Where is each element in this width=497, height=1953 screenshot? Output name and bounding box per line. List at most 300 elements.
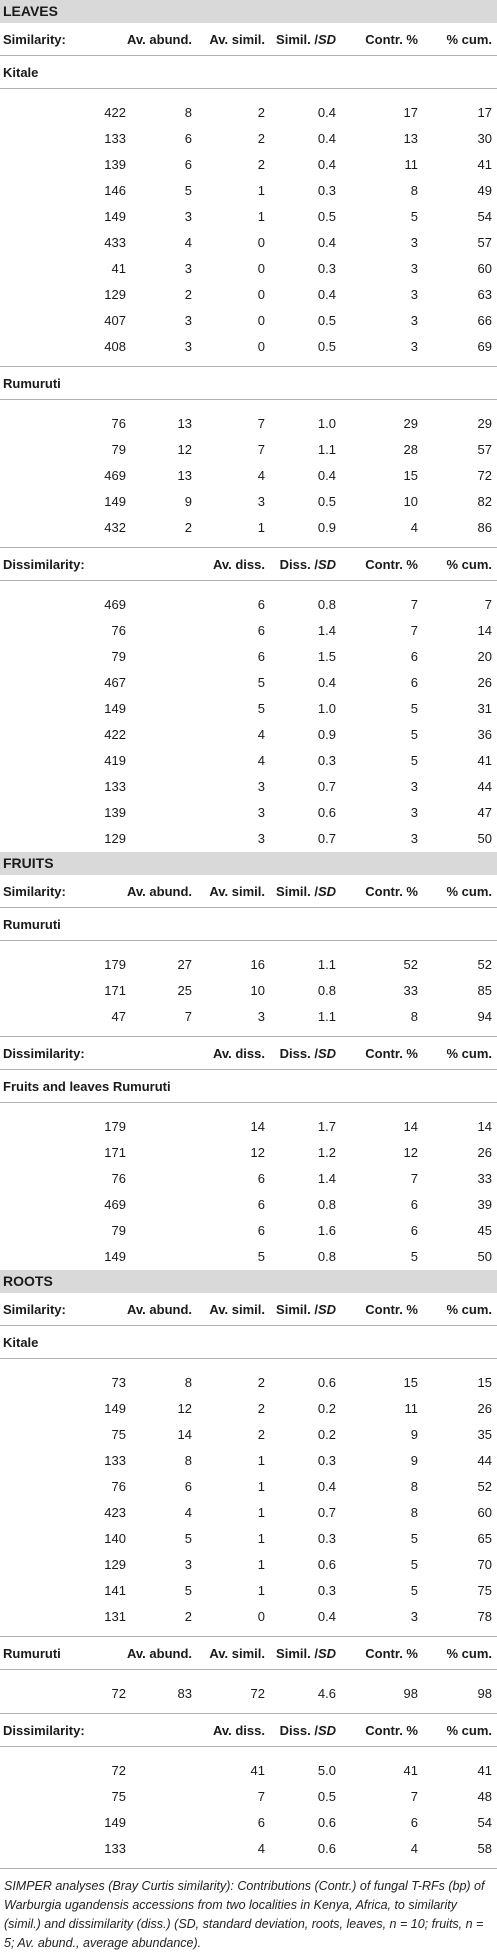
cell-cum-percent: 20 — [477, 649, 492, 664]
cell-av-value: 1 — [257, 183, 265, 198]
cell-ratio-sd: 0.5 — [317, 1789, 336, 1804]
cell-trf-bp: 467 — [104, 675, 126, 690]
cell-av-value: 2 — [257, 1375, 265, 1390]
table-row — [0, 1114, 497, 1140]
table-row — [0, 308, 497, 334]
cell-cum-percent: 52 — [477, 1479, 492, 1494]
cell-cum-percent: 15 — [477, 1375, 492, 1390]
cell-trf-bp: 141 — [104, 1583, 126, 1598]
header-cum-percent: % cum. — [446, 1646, 492, 1661]
cell-av-value: 7 — [257, 1789, 265, 1804]
cell-ratio-sd: 0.8 — [317, 983, 336, 998]
column-header-row — [0, 1714, 497, 1747]
cell-av-abund: 3 — [184, 1557, 192, 1572]
cell-trf-bp: 76 — [111, 1479, 126, 1494]
cell-av-abund: 5 — [184, 1583, 192, 1598]
cell-contr-percent: 6 — [410, 649, 418, 664]
cell-av-value: 16 — [250, 957, 265, 972]
header-cum-percent: % cum. — [446, 32, 492, 47]
cell-av-abund: 5 — [184, 1531, 192, 1546]
cell-ratio-sd: 1.6 — [317, 1223, 336, 1238]
header-contr-percent: Contr. % — [365, 1646, 418, 1661]
cell-av-value: 5 — [257, 675, 265, 690]
cell-cum-percent: 60 — [477, 261, 492, 276]
header-ratio-sd: Simil. /SD — [276, 1302, 336, 1317]
cell-cum-percent: 70 — [477, 1557, 492, 1572]
cell-trf-bp: 407 — [104, 313, 126, 328]
cell-trf-bp: 129 — [104, 1557, 126, 1572]
cell-contr-percent: 5 — [410, 727, 418, 742]
cell-contr-percent: 3 — [410, 339, 418, 354]
table-row — [0, 748, 497, 774]
table-row — [0, 1604, 497, 1630]
cell-trf-bp: 75 — [111, 1427, 126, 1442]
group-label-row — [0, 367, 497, 400]
column-header-row — [0, 875, 497, 908]
cell-trf-bp: 79 — [111, 442, 126, 457]
cell-ratio-sd: 1.0 — [317, 701, 336, 716]
cell-ratio-sd: 0.5 — [317, 313, 336, 328]
table-row — [0, 1578, 497, 1604]
table-row — [0, 178, 497, 204]
table-row — [0, 204, 497, 230]
cell-av-value: 2 — [257, 157, 265, 172]
cell-contr-percent: 15 — [403, 1375, 418, 1390]
table-row — [0, 1810, 497, 1836]
cell-cum-percent: 94 — [477, 1009, 492, 1024]
cell-contr-percent: 8 — [410, 1505, 418, 1520]
cell-contr-percent: 6 — [410, 675, 418, 690]
group-label-row — [0, 56, 497, 89]
cell-av-abund: 14 — [177, 1427, 192, 1442]
cell-contr-percent: 11 — [404, 1401, 418, 1416]
table-row — [0, 1500, 497, 1526]
cell-cum-percent: 26 — [477, 1401, 492, 1416]
cell-cum-percent: 58 — [477, 1841, 492, 1856]
table-row — [0, 978, 497, 1004]
cell-ratio-sd: 1.7 — [317, 1119, 336, 1134]
table-row — [0, 1448, 497, 1474]
header-contr-percent: Contr. % — [365, 32, 418, 47]
header-ratio-sd: Diss. /SD — [279, 1046, 336, 1061]
cell-ratio-sd: 1.1 — [317, 1009, 336, 1024]
table-row — [0, 1004, 497, 1030]
cell-cum-percent: 72 — [477, 468, 492, 483]
cell-ratio-sd: 0.6 — [317, 1841, 336, 1856]
cell-av-value: 6 — [257, 649, 265, 664]
cell-trf-bp: 171 — [104, 1145, 126, 1160]
cell-ratio-sd: 0.8 — [317, 597, 336, 612]
cell-contr-percent: 5 — [410, 209, 418, 224]
cell-av-abund: 7 — [184, 1009, 192, 1024]
cell-ratio-sd: 0.4 — [317, 157, 336, 172]
cell-cum-percent: 98 — [477, 1686, 492, 1701]
cell-contr-percent: 3 — [410, 287, 418, 302]
column-header-row — [0, 1637, 497, 1670]
cell-trf-bp: 73 — [111, 1375, 126, 1390]
cell-av-value: 2 — [257, 1427, 265, 1442]
cell-trf-bp: 146 — [104, 183, 126, 198]
cell-cum-percent: 44 — [477, 1453, 492, 1468]
header-av-value: Av. diss. — [212, 1046, 265, 1061]
cell-contr-percent: 3 — [410, 1609, 418, 1624]
cell-ratio-sd: 0.6 — [317, 1815, 336, 1830]
cell-ratio-sd: 0.6 — [317, 1557, 336, 1572]
cell-av-value: 0 — [257, 235, 265, 250]
cell-trf-bp: 72 — [111, 1686, 126, 1701]
header-cum-percent: % cum. — [446, 1302, 492, 1317]
table-row — [0, 437, 497, 463]
cell-cum-percent: 49 — [477, 183, 492, 198]
cell-ratio-sd: 1.4 — [317, 1171, 336, 1186]
cell-trf-bp: 133 — [104, 1841, 126, 1856]
header-av-abund: Av. abund. — [127, 1646, 192, 1661]
header-av-value: Av. diss. — [212, 1723, 265, 1738]
cell-av-abund: 8 — [184, 1375, 192, 1390]
cell-cum-percent: 26 — [477, 1145, 492, 1160]
section-title: ROOTS — [3, 1273, 53, 1289]
group-divider — [0, 541, 497, 548]
header-av-value: Av. simil. — [209, 1302, 265, 1317]
cell-av-value: 0 — [257, 261, 265, 276]
cell-av-abund: 12 — [177, 442, 192, 457]
cell-trf-bp: 72 — [111, 1763, 126, 1778]
cell-trf-bp: 149 — [104, 1815, 126, 1830]
cell-av-value: 3 — [257, 805, 265, 820]
header-cum-percent: % cum. — [446, 1723, 492, 1738]
table-row — [0, 1552, 497, 1578]
cell-cum-percent: 29 — [477, 416, 492, 431]
cell-trf-bp: 76 — [111, 416, 126, 431]
cell-av-value: 7 — [257, 442, 265, 457]
cell-av-value: 1 — [257, 1479, 265, 1494]
cell-ratio-sd: 1.2 — [317, 1145, 336, 1160]
cell-ratio-sd: 0.4 — [317, 1609, 336, 1624]
cell-ratio-sd: 1.0 — [317, 416, 336, 431]
table-row — [0, 230, 497, 256]
cell-av-value: 3 — [257, 494, 265, 509]
cell-trf-bp: 140 — [104, 1531, 126, 1546]
cell-contr-percent: 8 — [410, 1479, 418, 1494]
cell-ratio-sd: 1.1 — [317, 957, 336, 972]
cell-contr-percent: 6 — [410, 1197, 418, 1212]
cell-cum-percent: 82 — [477, 494, 492, 509]
header-contr-percent: Contr. % — [365, 1046, 418, 1061]
cell-ratio-sd: 0.3 — [317, 1583, 336, 1598]
header-row-label: Dissimilarity: — [3, 557, 85, 572]
header-av-abund: Av. abund. — [127, 884, 192, 899]
cell-av-value: 6 — [257, 597, 265, 612]
cell-trf-bp: 79 — [111, 1223, 126, 1238]
cell-ratio-sd: 0.6 — [317, 1375, 336, 1390]
table-row — [0, 1681, 497, 1707]
cell-contr-percent: 5 — [410, 1583, 418, 1598]
cell-av-abund: 3 — [184, 209, 192, 224]
cell-ratio-sd: 4.6 — [317, 1686, 336, 1701]
cell-ratio-sd: 0.4 — [317, 131, 336, 146]
cell-av-value: 1 — [257, 1557, 265, 1572]
cell-ratio-sd: 0.4 — [317, 1479, 336, 1494]
cell-trf-bp: 149 — [104, 1401, 126, 1416]
table-row — [0, 644, 497, 670]
cell-contr-percent: 3 — [410, 261, 418, 276]
cell-ratio-sd: 0.8 — [317, 1249, 336, 1264]
cell-av-value: 5 — [257, 701, 265, 716]
cell-av-value: 1 — [257, 1505, 265, 1520]
cell-cum-percent: 63 — [477, 287, 492, 302]
header-av-abund: Av. abund. — [127, 32, 192, 47]
table-row — [0, 411, 497, 437]
cell-cum-percent: 39 — [477, 1197, 492, 1212]
cell-av-value: 1 — [257, 209, 265, 224]
header-row-label: Rumuruti — [3, 1646, 61, 1661]
cell-contr-percent: 12 — [403, 1145, 418, 1160]
cell-contr-percent: 3 — [410, 831, 418, 846]
cell-ratio-sd: 0.6 — [317, 805, 336, 820]
table-row — [0, 774, 497, 800]
header-row-label: Similarity: — [3, 1302, 66, 1317]
cell-contr-percent: 11 — [404, 157, 418, 172]
cell-contr-percent: 3 — [410, 779, 418, 794]
table-row — [0, 515, 497, 541]
cell-ratio-sd: 0.7 — [317, 1505, 336, 1520]
cell-cum-percent: 44 — [477, 779, 492, 794]
cell-av-value: 2 — [257, 131, 265, 146]
cell-cum-percent: 54 — [477, 1815, 492, 1830]
cell-av-abund: 2 — [184, 287, 192, 302]
cell-av-value: 4 — [257, 753, 265, 768]
cell-av-value: 6 — [257, 1815, 265, 1830]
table-row — [0, 670, 497, 696]
cell-ratio-sd: 0.5 — [317, 209, 336, 224]
table-row — [0, 1140, 497, 1166]
cell-trf-bp: 423 — [104, 1505, 126, 1520]
cell-av-value: 3 — [257, 779, 265, 794]
table-row — [0, 1422, 497, 1448]
cell-cum-percent: 47 — [477, 805, 492, 820]
cell-contr-percent: 7 — [410, 597, 418, 612]
cell-ratio-sd: 0.7 — [317, 831, 336, 846]
cell-av-value: 5 — [257, 1249, 265, 1264]
group-label: Rumuruti — [3, 376, 61, 391]
header-contr-percent: Contr. % — [365, 884, 418, 899]
cell-trf-bp: 133 — [104, 779, 126, 794]
cell-cum-percent: 66 — [477, 313, 492, 328]
cell-av-abund: 25 — [177, 983, 192, 998]
cell-av-value: 1 — [257, 1583, 265, 1598]
cell-contr-percent: 5 — [410, 1557, 418, 1572]
header-contr-percent: Contr. % — [365, 1723, 418, 1738]
cell-contr-percent: 14 — [403, 1119, 418, 1134]
section-header — [0, 852, 497, 875]
group-label: Rumuruti — [3, 917, 61, 932]
cell-cum-percent: 36 — [477, 727, 492, 742]
cell-trf-bp: 129 — [104, 287, 126, 302]
cell-trf-bp: 79 — [111, 649, 126, 664]
cell-av-value: 0 — [257, 339, 265, 354]
cell-av-value: 6 — [257, 1171, 265, 1186]
cell-contr-percent: 33 — [403, 983, 418, 998]
cell-trf-bp: 179 — [104, 1119, 126, 1134]
header-ratio-sd: Diss. /SD — [279, 1723, 336, 1738]
cell-av-value: 4 — [257, 468, 265, 483]
cell-cum-percent: 41 — [477, 1763, 492, 1778]
row-spacer — [0, 1670, 497, 1681]
cell-trf-bp: 47 — [111, 1009, 126, 1024]
cell-ratio-sd: 0.5 — [317, 339, 336, 354]
cell-av-abund: 13 — [177, 416, 192, 431]
cell-cum-percent: 65 — [477, 1531, 492, 1546]
header-cum-percent: % cum. — [446, 884, 492, 899]
group-divider — [0, 1030, 497, 1037]
header-contr-percent: Contr. % — [365, 557, 418, 572]
column-header-row — [0, 1293, 497, 1326]
row-spacer — [0, 1747, 497, 1758]
cell-av-abund: 4 — [184, 235, 192, 250]
table-row — [0, 1166, 497, 1192]
table-row — [0, 1474, 497, 1500]
cell-trf-bp: 433 — [104, 235, 126, 250]
cell-contr-percent: 9 — [410, 1453, 418, 1468]
cell-av-abund: 3 — [184, 313, 192, 328]
cell-av-value: 3 — [257, 1009, 265, 1024]
cell-contr-percent: 7 — [410, 623, 418, 638]
cell-contr-percent: 3 — [410, 235, 418, 250]
group-label-row — [0, 908, 497, 941]
cell-ratio-sd: 0.9 — [317, 727, 336, 742]
row-spacer — [0, 941, 497, 952]
table-row — [0, 126, 497, 152]
cell-trf-bp: 149 — [104, 494, 126, 509]
cell-cum-percent: 14 — [477, 1119, 492, 1134]
cell-contr-percent: 10 — [403, 494, 418, 509]
section-header — [0, 0, 497, 23]
row-spacer — [0, 400, 497, 411]
cell-cum-percent: 7 — [484, 597, 492, 612]
cell-ratio-sd: 0.5 — [317, 494, 336, 509]
column-header-row — [0, 23, 497, 56]
row-spacer — [0, 1103, 497, 1114]
cell-ratio-sd: 1.5 — [317, 649, 336, 664]
cell-av-abund: 6 — [184, 131, 192, 146]
cell-cum-percent: 85 — [477, 983, 492, 998]
cell-ratio-sd: 0.8 — [317, 1197, 336, 1212]
cell-av-abund: 4 — [184, 1505, 192, 1520]
cell-contr-percent: 6 — [410, 1223, 418, 1238]
cell-av-abund: 6 — [184, 157, 192, 172]
cell-trf-bp: 149 — [104, 1249, 126, 1264]
table-row — [0, 1218, 497, 1244]
header-row-label: Similarity: — [3, 32, 66, 47]
cell-cum-percent: 57 — [477, 235, 492, 250]
group-label: Kitale — [3, 1335, 39, 1350]
cell-av-value: 3 — [257, 831, 265, 846]
cell-av-value: 0 — [257, 287, 265, 302]
cell-contr-percent: 4 — [410, 520, 418, 535]
cell-av-value: 1 — [257, 520, 265, 535]
cell-trf-bp: 408 — [104, 339, 126, 354]
cell-av-value: 7 — [257, 416, 265, 431]
cell-trf-bp: 422 — [104, 105, 126, 120]
cell-contr-percent: 4 — [410, 1841, 418, 1856]
table-row — [0, 1758, 497, 1784]
cell-av-value: 1 — [257, 1453, 265, 1468]
cell-cum-percent: 75 — [477, 1583, 492, 1598]
header-contr-percent: Contr. % — [365, 1302, 418, 1317]
table-row — [0, 618, 497, 644]
cell-av-value: 0 — [257, 1609, 265, 1624]
group-divider — [0, 360, 497, 367]
group-label: Kitale — [3, 65, 39, 80]
cell-cum-percent: 33 — [477, 1171, 492, 1186]
cell-av-value: 0 — [257, 313, 265, 328]
section-title: FRUITS — [3, 855, 54, 871]
cell-contr-percent: 7 — [410, 1789, 418, 1804]
table-row — [0, 1244, 497, 1270]
table-row — [0, 826, 497, 852]
cell-contr-percent: 41 — [403, 1763, 418, 1778]
group-divider — [0, 1862, 497, 1869]
cell-cum-percent: 57 — [477, 442, 492, 457]
table-row — [0, 722, 497, 748]
group-divider — [0, 1630, 497, 1637]
cell-cum-percent: 50 — [477, 831, 492, 846]
cell-cum-percent: 35 — [477, 1427, 492, 1442]
cell-trf-bp: 41 — [111, 261, 126, 276]
row-spacer — [0, 581, 497, 592]
cell-av-value: 14 — [250, 1119, 265, 1134]
cell-av-value: 6 — [257, 623, 265, 638]
cell-trf-bp: 131 — [104, 1609, 126, 1624]
cell-cum-percent: 14 — [477, 623, 492, 638]
cell-contr-percent: 7 — [410, 1171, 418, 1186]
cell-ratio-sd: 0.7 — [317, 779, 336, 794]
cell-contr-percent: 5 — [410, 753, 418, 768]
cell-contr-percent: 98 — [403, 1686, 418, 1701]
cell-av-value: 41 — [250, 1763, 265, 1778]
table-row — [0, 489, 497, 515]
section-title: LEAVES — [3, 3, 58, 19]
cell-trf-bp: 171 — [104, 983, 126, 998]
cell-trf-bp: 149 — [104, 701, 126, 716]
cell-av-abund: 6 — [184, 1479, 192, 1494]
cell-av-abund: 12 — [177, 1401, 192, 1416]
table-row — [0, 282, 497, 308]
cell-ratio-sd: 1.1 — [317, 442, 336, 457]
cell-trf-bp: 129 — [104, 831, 126, 846]
header-av-value: Av. simil. — [209, 1646, 265, 1661]
header-ratio-sd: Simil. /SD — [276, 884, 336, 899]
cell-contr-percent: 3 — [410, 313, 418, 328]
cell-contr-percent: 3 — [410, 805, 418, 820]
cell-cum-percent: 17 — [477, 105, 492, 120]
table-row — [0, 1784, 497, 1810]
cell-av-abund: 27 — [177, 957, 192, 972]
column-header-row — [0, 1037, 497, 1070]
cell-av-value: 2 — [257, 105, 265, 120]
cell-av-value: 6 — [257, 1197, 265, 1212]
header-row-label: Dissimilarity: — [3, 1723, 85, 1738]
table-row — [0, 800, 497, 826]
group-label: Fruits and leaves Rumuruti — [3, 1079, 171, 1094]
cell-trf-bp: 422 — [104, 727, 126, 742]
group-label-row — [0, 1070, 497, 1103]
cell-av-value: 1 — [257, 1531, 265, 1546]
cell-ratio-sd: 0.3 — [317, 753, 336, 768]
cell-ratio-sd: 0.3 — [317, 1453, 336, 1468]
cell-cum-percent: 78 — [477, 1609, 492, 1624]
cell-av-abund: 9 — [184, 494, 192, 509]
